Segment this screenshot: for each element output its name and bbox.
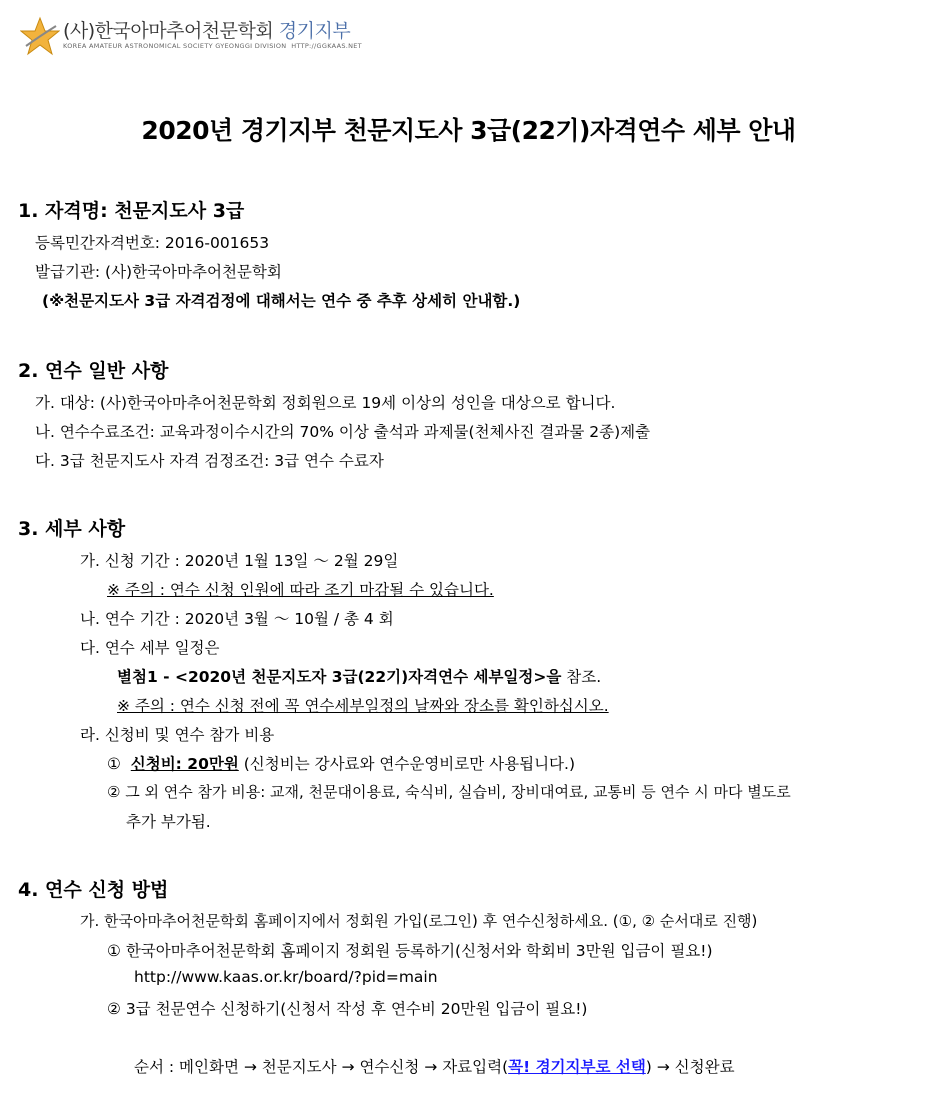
exam-note: (※천문지도사 3급 자격검정에 대해서는 연수 중 추후 상세히 안내함.) <box>42 292 521 310</box>
org-english-name <box>63 42 362 50</box>
exam-condition: 다. 3급 천문지도사 자격 검정조건: 3급 연수 수료자 <box>35 452 384 470</box>
org-name <box>63 16 350 43</box>
org-url: HTTP://GGKAAS.NET <box>291 42 362 50</box>
completion-condition: 나. 연수수료조건: 교육과정이수시간의 70% 이상 출석과 과제물(천체사진 결과물 2종)제출 <box>35 423 651 441</box>
apply-order-end: ) → 신청완료 <box>645 1058 735 1076</box>
step-2: ② 3급 천문연수 신청하기(신청서 작성 후 연수비 20만원 입금이 필요!) <box>107 1000 588 1018</box>
apply-order-start: 순서 : 메인화면 → 천문지도사 → 연수신청 → 자료입력( <box>134 1058 509 1076</box>
page-title: 2020년 경기지부 천문지도사 3급(22기)자격연수 세부 안내 <box>141 116 796 145</box>
section-2-heading: 2. 연수 일반 사항 <box>18 360 169 382</box>
schedule-note: ※ 주의 : 연수 신청 전에 꼭 연수세부일정의 날짜와 장소를 확인하십시오. <box>117 697 609 715</box>
fee-item: 라. 신청비 및 연수 참가 비용 <box>80 726 275 744</box>
application-period: 가. 신청 기간 : 2020년 1월 13일 ～ 2월 29일 <box>80 552 399 570</box>
schedule-reference <box>117 665 601 687</box>
schedule-item: 다. 연수 세부 일정은 <box>80 639 220 657</box>
org-name-text: (사)한국아마추어천문학회 <box>63 20 274 42</box>
apply-instruction: 가. 한국아마추어천문학회 홈페이지에서 정회원 가입(로그인) 후 연수신청하세요. (①, ② 순서대로 진행) <box>80 912 758 930</box>
application-note: ※ 주의 : 연수 신청 인원에 따라 조기 마감될 수 있습니다. <box>107 581 494 599</box>
target-item: 가. 대상: (사)한국아마추어천문학회 정회원으로 19세 이상의 성인을 대상으로 합니다. <box>35 394 616 412</box>
training-period: 나. 연수 기간 : 2020년 3월 ～ 10월 / 총 4 회 <box>80 610 394 628</box>
fee-amount: 신청비: 20만원 <box>130 755 239 773</box>
branch-name: 경기지부 <box>278 20 351 42</box>
kaas-link[interactable]: http://www.kaas.or.kr/board/?pid=main <box>134 968 438 986</box>
schedule-reference-bold: 별첨1 - <2020년 천문지도자 3급(22기)자격연수 세부일정>을 <box>117 668 562 686</box>
schedule-reference-tail: 참조. <box>561 668 602 686</box>
apply-order <box>134 1055 735 1077</box>
registration-number: 등록민간자격번호: 2016-001653 <box>35 234 270 252</box>
fee-line-2-cont: 추가 부가됨. <box>126 813 211 831</box>
fee-usage: (신청비는 강사료와 연수운영비로만 사용됩니다.) <box>238 755 575 773</box>
section-1-heading: 1. 자격명: 천문지도사 3급 <box>18 200 245 222</box>
fee-number: ① <box>107 755 121 773</box>
section-4-heading: 4. 연수 신청 방법 <box>18 879 169 901</box>
branch-select-highlight: 꼭! 경기지부로 선택 <box>508 1058 646 1076</box>
star-logo-icon <box>20 16 60 56</box>
issuer: 발급기관: (사)한국아마추어천문학회 <box>35 263 282 281</box>
step-1: ① 한국아마추어천문학회 홈페이지 정회원 등록하기(신청서와 학회비 3만원 입금이 필요!) <box>107 942 713 960</box>
fee-line-2: ② 그 외 연수 참가 비용: 교재, 천문대이용료, 숙식비, 실습비, 장비대여료, 교통비 등 연수 시 마다 별도로 <box>107 783 791 801</box>
section-3-heading: 3. 세부 사항 <box>18 518 126 540</box>
fee-line-1 <box>107 752 575 774</box>
org-english-text: KOREA AMATEUR ASTRONOMICAL SOCIETY GYEONGGI DIVISION <box>63 42 287 50</box>
